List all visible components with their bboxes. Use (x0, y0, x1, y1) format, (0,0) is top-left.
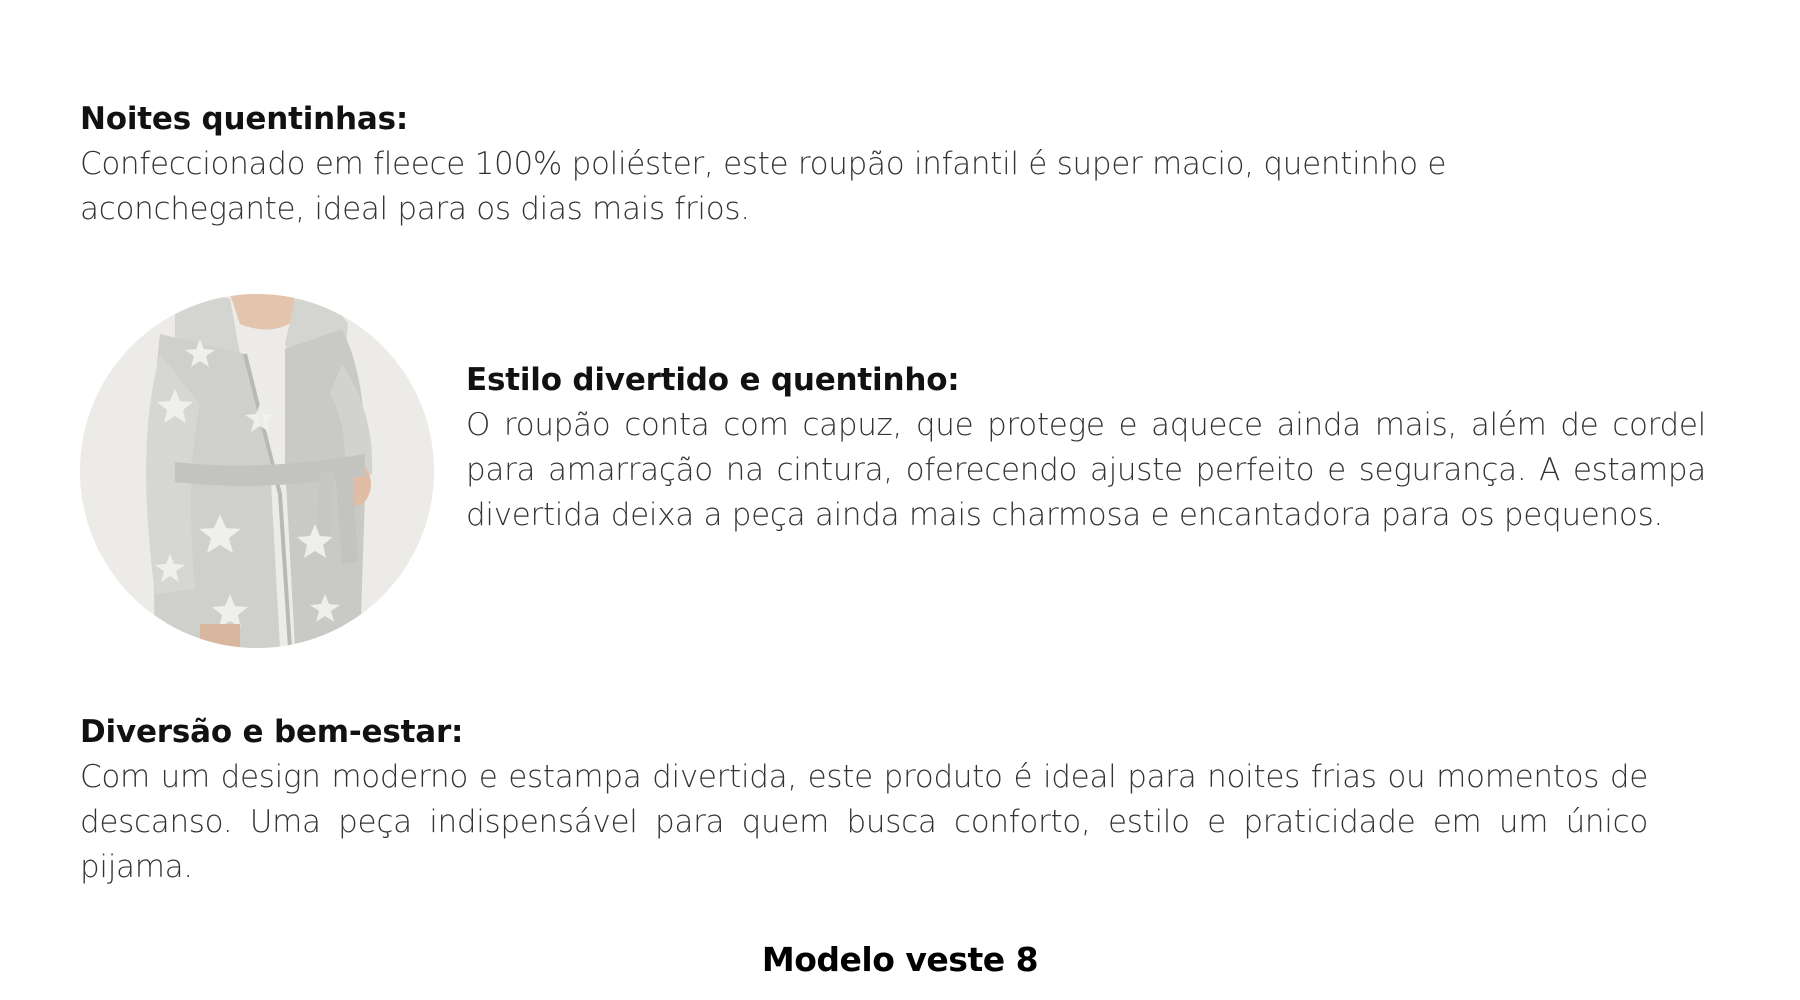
section-body: Confeccionado em fleece 100% poliéster, este roupão infantil é super macio, quentinho e aconchegante, ideal para os dias mais frios. (80, 146, 1447, 227)
section-heading: Noites quentinhas: (80, 101, 409, 137)
section-noites-quentinhas (80, 97, 1520, 232)
robe-illustration (80, 294, 434, 648)
section-diversao-bem-estar (80, 710, 1648, 890)
section-heading: Estilo divertido e quentinho: (466, 362, 960, 398)
model-size-note: Modelo veste 8 (761, 940, 1039, 979)
product-photo-robe (80, 294, 434, 648)
section-body: O roupão conta com capuz, que protege e aquece ainda mais, além de cordel para amarração na cintura, oferecendo ajuste perfeito e segurança. A estampa divertida deixa a peça ainda mais charmosa e encantadora para os pequenos. (466, 407, 1706, 533)
section-heading: Diversão e bem-estar: (80, 714, 464, 750)
section-body: Com um design moderno e estampa divertida, este produto é ideal para noites frias ou momentos de descanso. Uma peça indispensável para quem busca conforto, estilo e praticidade em um único pijama. (80, 759, 1648, 885)
section-estilo-divertido (466, 358, 1706, 538)
